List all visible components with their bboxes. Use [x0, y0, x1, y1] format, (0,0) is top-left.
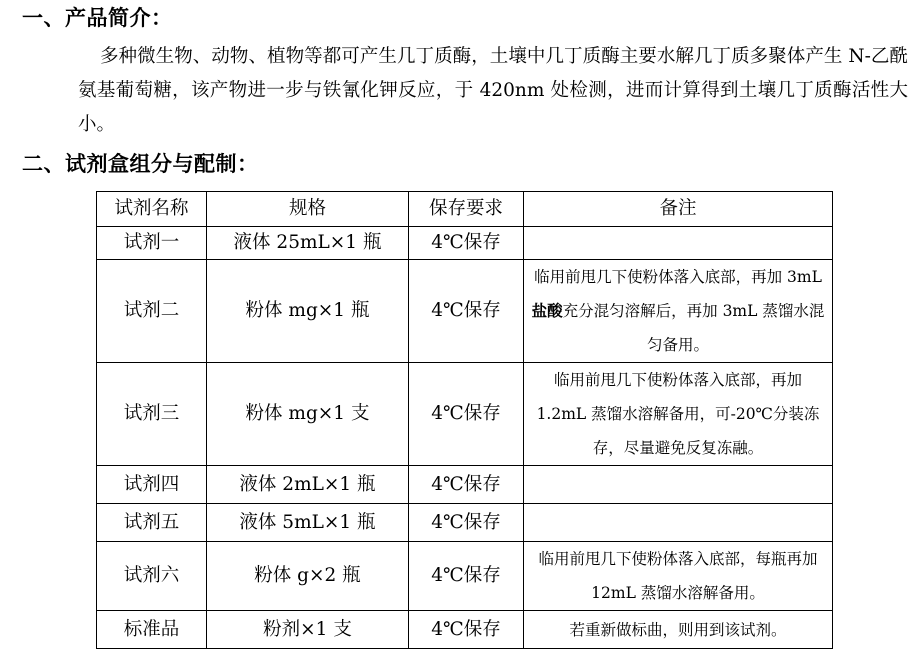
reagent-spec-cell: 粉体 mg×1 支 [207, 363, 409, 466]
reagent-name-cell: 试剂四 [97, 466, 207, 504]
reagent-storage-cell: 4℃保存 [409, 466, 524, 504]
reagent-note-cell [524, 466, 833, 504]
reagent-storage-cell: 4℃保存 [409, 611, 524, 649]
section-heading-product-intro: 一、产品简介： [22, 6, 173, 30]
reagent-spec-cell: 粉体 mg×1 瓶 [207, 260, 409, 363]
column-header-note: 备注 [524, 192, 833, 227]
table-row [97, 466, 833, 504]
note-chemical-name: 盐酸 [531, 302, 563, 320]
table-row [97, 611, 833, 649]
reagent-name-cell: 试剂三 [97, 363, 207, 466]
reagent-name-cell: 试剂五 [97, 504, 207, 542]
table-row [97, 227, 833, 260]
product-intro-paragraph: 多种微生物、动物、植物等都可产生几丁质酶，土壤中几丁质酶主要水解几丁质多聚体产生 N-乙酰氨基葡萄糖，该产物进一步与铁氰化钾反应，于 420nm 处检测，进而计算得到土壤几丁质酶活性大小。 [78, 46, 908, 135]
reagent-storage-cell: 4℃保存 [409, 260, 524, 363]
reagent-note-cell: 若重新做标曲，则用到该试剂。 [524, 611, 833, 649]
reagent-spec-cell: 液体 2mL×1 瓶 [207, 466, 409, 504]
reagent-note-cell [524, 504, 833, 542]
reagent-name-cell: 试剂六 [97, 542, 207, 611]
reagent-storage-cell: 4℃保存 [409, 227, 524, 260]
table-row [97, 542, 833, 611]
section-heading-kit-components: 二、试剂盒组分与配制： [22, 152, 259, 176]
reagent-spec-cell: 液体 25mL×1 瓶 [207, 227, 409, 260]
reagent-storage-cell: 4℃保存 [409, 542, 524, 611]
kit-components-table [96, 191, 833, 649]
reagent-note-cell: 临用前甩几下使粉体落入底部，每瓶再加 12mL 蒸馏水溶解备用。 [524, 542, 833, 611]
note-text: 充分混匀溶解后，再加 3mL 蒸馏水混匀备用。 [562, 302, 825, 354]
reagent-spec-cell: 液体 5mL×1 瓶 [207, 504, 409, 542]
table-row [97, 504, 833, 542]
column-header-spec: 规格 [207, 192, 409, 227]
reagent-spec-cell: 粉剂×1 支 [207, 611, 409, 649]
table-row [97, 363, 833, 466]
reagent-note-cell [524, 227, 833, 260]
table-row [97, 260, 833, 363]
column-header-name: 试剂名称 [97, 192, 207, 227]
column-header-storage: 保存要求 [409, 192, 524, 227]
note-text: 临用前甩几下使粉体落入底部，再加 3mL [534, 268, 822, 286]
reagent-storage-cell: 4℃保存 [409, 363, 524, 466]
reagent-spec-cell: 粉体 g×2 瓶 [207, 542, 409, 611]
reagent-note-cell: 临用前甩几下使粉体落入底部，再加 1.2mL 蒸馏水溶解备用，可-20℃分装冻存，尽量避免反复冻融。 [524, 363, 833, 466]
reagent-storage-cell: 4℃保存 [409, 504, 524, 542]
reagent-name-cell: 试剂一 [97, 227, 207, 260]
table-header-row [97, 192, 833, 227]
reagent-name-cell: 试剂二 [97, 260, 207, 363]
reagent-note-cell [524, 260, 833, 363]
reagent-name-cell: 标准品 [97, 611, 207, 649]
